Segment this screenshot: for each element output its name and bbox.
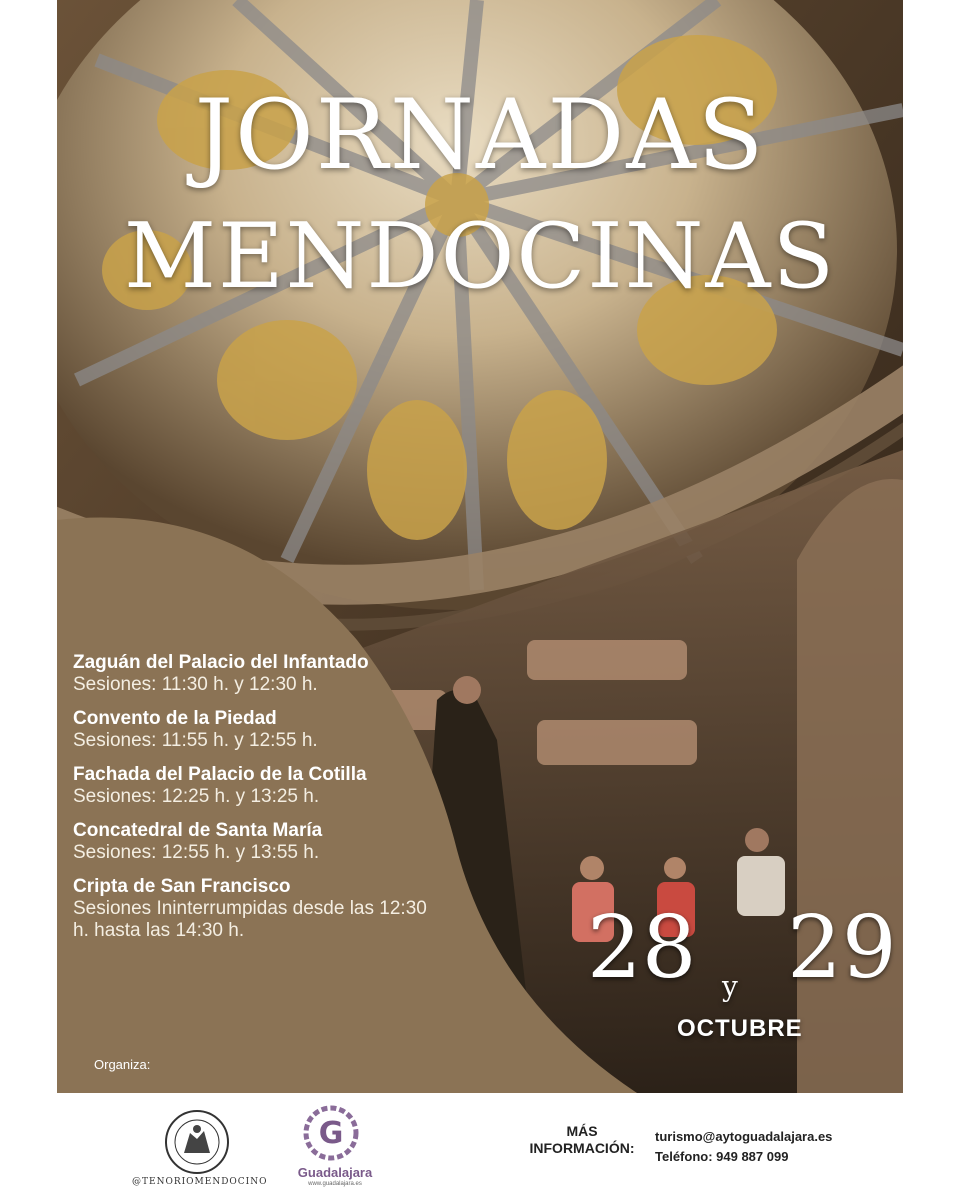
contact-info xyxy=(655,1127,832,1167)
venue-name: Fachada del Palacio de la Cotilla xyxy=(73,764,367,785)
venue-name: Concatedral de Santa María xyxy=(73,820,323,841)
date-day-1: 28 xyxy=(587,898,697,998)
venue-sessions: Sesiones: 12:25 h. y 13:25 h. xyxy=(73,786,320,807)
guadalajara-url[interactable]: www.guadalajara.es xyxy=(308,1181,362,1187)
venue-sessions: Sesiones: 12:55 h. y 13:55 h. xyxy=(73,842,320,863)
organiza-label: Organiza: xyxy=(94,1057,151,1072)
more-info-line-1: MÁS xyxy=(566,1123,598,1139)
venue-item xyxy=(73,876,433,942)
title-line-1: JORNADAS xyxy=(194,79,766,191)
title-line-2: MENDOCINAS xyxy=(123,204,837,309)
event-date xyxy=(587,898,903,1042)
tenorio-handle: @TENORIOMENDOCINO xyxy=(132,1177,268,1187)
venue-item xyxy=(73,820,433,864)
more-info-label xyxy=(522,1123,642,1157)
svg-text:G: G xyxy=(318,1116,344,1151)
more-info-line-2: INFORMACIÓN: xyxy=(529,1140,635,1156)
date-month: OCTUBRE xyxy=(677,1015,803,1042)
venue-item xyxy=(73,764,433,808)
venue-sessions: Sesiones: 11:30 h. y 12:30 h. xyxy=(73,674,318,695)
guadalajara-name: Guadalajara xyxy=(297,1165,373,1180)
venue-list xyxy=(73,652,433,954)
date-connector: y xyxy=(722,970,738,1003)
tenorio-seal-icon xyxy=(164,1109,230,1175)
venue-name: Cripta de San Francisco xyxy=(73,876,291,897)
venue-name: Convento de la Piedad xyxy=(73,708,277,729)
venue-sessions: Sesiones: 11:55 h. y 12:55 h. xyxy=(73,730,318,751)
contact-phone: Teléfono: 949 887 099 xyxy=(655,1149,789,1164)
venue-name: Zaguán del Palacio del Infantado xyxy=(73,652,369,673)
contact-email[interactable]: turismo@aytoguadalajara.es xyxy=(655,1129,833,1144)
footer xyxy=(0,1093,960,1200)
date-day-2: 29 xyxy=(787,898,897,998)
venue-item xyxy=(73,652,433,696)
venue-sessions: Sesiones Ininterrumpidas desde las 12:30 h. hasta las 14:30 h. xyxy=(73,898,427,941)
venue-item xyxy=(73,708,433,752)
date-days xyxy=(587,900,903,996)
guadalajara-logo-icon xyxy=(303,1105,359,1161)
poster xyxy=(57,0,903,1093)
